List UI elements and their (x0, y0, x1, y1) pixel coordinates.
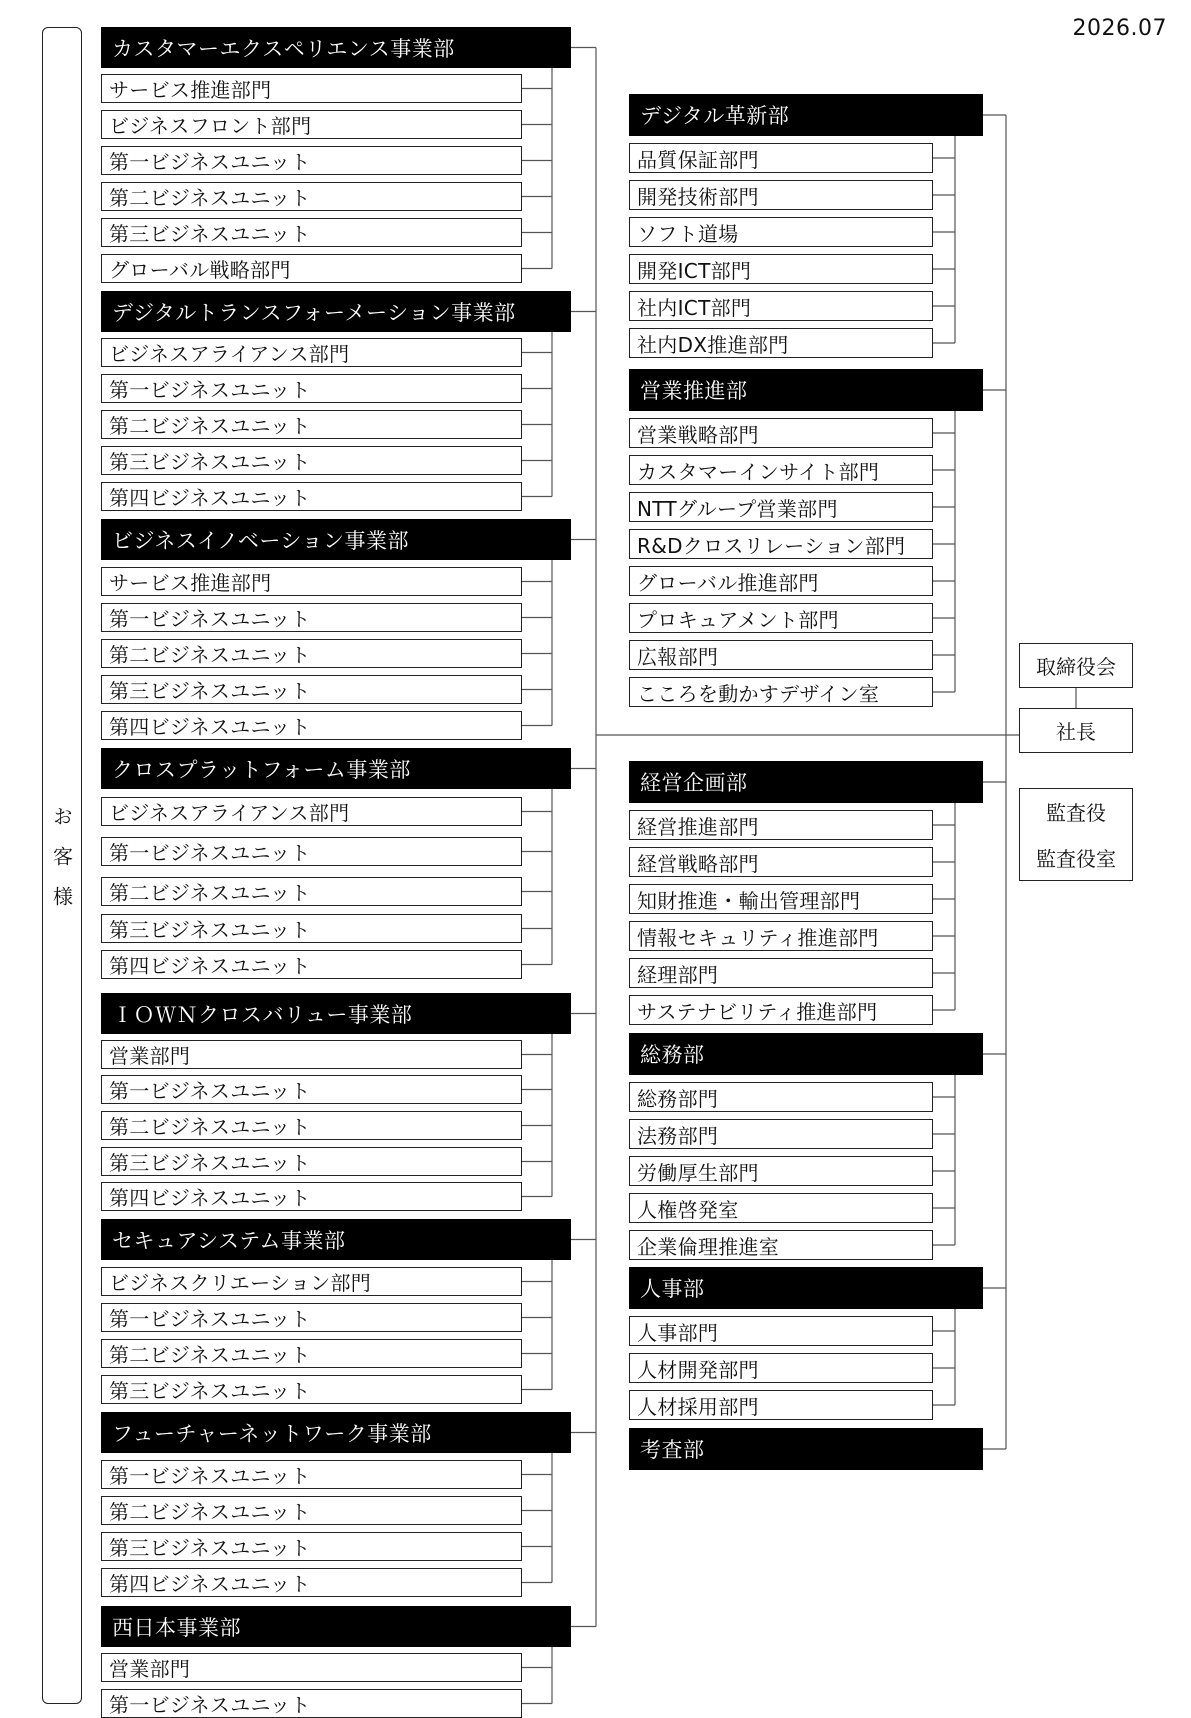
left-unit-1-2 (101, 410, 522, 439)
left-unit-6-0 (101, 1460, 522, 1489)
auditor-office-label: 監査役室 (1036, 846, 1116, 871)
right-unit-2-0 (629, 810, 933, 840)
auditor-label: 監査役 (1046, 801, 1106, 826)
left-unit-1-3-label: 第三ビジネスユニット (109, 450, 311, 474)
left-unit-4-0 (101, 1040, 522, 1069)
right-unit-1-2 (629, 492, 933, 522)
right-unit-2-2 (629, 884, 933, 914)
left-division-6 (101, 1412, 571, 1453)
left-division-6-label: フューチャーネットワーク事業部 (112, 1421, 432, 1446)
board-box (1019, 643, 1133, 688)
right-unit-1-4 (629, 566, 933, 596)
left-unit-1-4-label: 第四ビジネスユニット (109, 486, 311, 510)
right-unit-3-4-label: 企業倫理推進室 (637, 1234, 780, 1259)
left-division-3-label: クロスプラットフォーム事業部 (112, 757, 411, 782)
left-unit-0-1-label: ビジネスフロント部門 (109, 114, 312, 138)
right-unit-2-3 (629, 921, 933, 951)
left-unit-3-1-label: 第一ビジネスユニット (109, 841, 311, 865)
left-unit-6-3 (101, 1568, 522, 1597)
left-division-4 (101, 993, 571, 1034)
left-division-1-label: デジタルトランスフォーメーション事業部 (112, 300, 516, 325)
left-unit-1-1-label: 第一ビジネスユニット (109, 378, 311, 402)
right-unit-4-2-label: 人材採用部門 (637, 1394, 759, 1419)
customer-label: お客様 (49, 805, 74, 926)
right-unit-0-1 (629, 180, 933, 210)
left-unit-3-4-label: 第四ビジネスユニット (109, 954, 311, 978)
right-unit-0-4 (629, 291, 933, 321)
left-division-7 (101, 1606, 571, 1647)
left-unit-2-2 (101, 639, 522, 668)
right-unit-2-4-label: 経理部門 (637, 962, 719, 987)
right-division-1-label: 営業推進部 (640, 379, 748, 403)
right-unit-3-0 (629, 1082, 933, 1112)
left-unit-2-0-label: サービス推進部門 (109, 571, 272, 595)
left-unit-4-4-label: 第四ビジネスユニット (109, 1186, 311, 1210)
left-division-2 (101, 519, 571, 560)
right-unit-3-3-label: 人権啓発室 (637, 1197, 739, 1222)
left-unit-4-2 (101, 1111, 522, 1140)
right-unit-1-5-label: プロキュアメント部門 (637, 607, 839, 632)
president-label: 社長 (1056, 720, 1096, 744)
right-division-3 (629, 1033, 983, 1075)
right-unit-1-5 (629, 603, 933, 633)
left-division-3 (101, 748, 571, 789)
left-unit-6-2 (101, 1532, 522, 1561)
right-division-5 (629, 1428, 983, 1470)
left-unit-0-0 (101, 74, 522, 103)
left-unit-3-2-label: 第二ビジネスユニット (109, 881, 311, 905)
right-unit-1-6 (629, 640, 933, 670)
left-division-4-label: ＩＯＷＮクロスバリュー事業部 (112, 1002, 413, 1027)
left-division-0 (101, 27, 571, 68)
left-unit-4-3-label: 第三ビジネスユニット (109, 1151, 311, 1175)
left-division-1 (101, 291, 571, 332)
left-unit-0-5-label: グローバル戦略部門 (109, 258, 291, 282)
left-unit-6-1 (101, 1496, 522, 1525)
right-unit-1-1-label: カスタマーインサイト部門 (637, 459, 880, 484)
right-division-0-label: デジタル革新部 (640, 104, 790, 128)
left-unit-0-4 (101, 218, 522, 247)
left-unit-4-1 (101, 1075, 522, 1104)
right-division-0 (629, 94, 983, 136)
left-unit-3-1 (101, 837, 522, 866)
right-unit-1-4-label: グローバル推進部門 (637, 570, 819, 595)
right-unit-0-0-label: 品質保証部門 (637, 147, 759, 172)
left-unit-0-0-label: サービス推進部門 (109, 78, 272, 102)
revision-date: 2026.07 (1072, 16, 1167, 41)
left-unit-5-1 (101, 1303, 522, 1332)
left-unit-4-3 (101, 1147, 522, 1176)
right-unit-2-1-label: 経営戦略部門 (637, 851, 759, 876)
left-unit-6-3-label: 第四ビジネスユニット (109, 1572, 311, 1596)
left-unit-5-0 (101, 1267, 522, 1296)
right-unit-0-5 (629, 328, 933, 358)
right-unit-0-3-label: 開発ICT部門 (637, 258, 752, 283)
left-unit-3-4 (101, 950, 522, 979)
left-unit-2-1 (101, 603, 522, 632)
left-unit-6-0-label: 第一ビジネスユニット (109, 1464, 311, 1488)
right-unit-4-2 (629, 1390, 933, 1420)
right-unit-0-4-label: 社内ICT部門 (637, 295, 752, 320)
right-division-2 (629, 761, 983, 803)
left-division-5-label: セキュアシステム事業部 (112, 1228, 346, 1253)
customer-bar (42, 27, 82, 1704)
left-unit-1-3 (101, 446, 522, 475)
right-unit-2-3-label: 情報セキュリティ推進部門 (637, 925, 879, 950)
left-unit-5-2-label: 第二ビジネスユニット (109, 1343, 311, 1367)
right-division-2-label: 経営企画部 (640, 771, 748, 795)
left-unit-7-0-label: 営業部門 (109, 1657, 191, 1681)
left-unit-5-3 (101, 1375, 522, 1404)
left-unit-6-1-label: 第二ビジネスユニット (109, 1500, 311, 1524)
right-unit-1-1 (629, 455, 933, 485)
left-division-0-label: カスタマーエクスペリエンス事業部 (112, 36, 455, 61)
auditor-box (1019, 788, 1133, 881)
left-unit-0-1 (101, 110, 522, 139)
left-unit-5-3-label: 第三ビジネスユニット (109, 1379, 311, 1403)
left-unit-1-1 (101, 374, 522, 403)
left-unit-2-3 (101, 675, 522, 704)
right-unit-4-1-label: 人材開発部門 (637, 1357, 759, 1382)
right-unit-1-0 (629, 418, 933, 448)
left-unit-4-1-label: 第一ビジネスユニット (109, 1079, 311, 1103)
left-unit-0-2 (101, 146, 522, 175)
left-unit-0-3 (101, 182, 522, 211)
right-unit-1-2-label: NTTグループ営業部門 (637, 496, 838, 521)
right-division-4 (629, 1267, 983, 1309)
left-unit-3-0 (101, 797, 522, 826)
left-unit-3-3-label: 第三ビジネスユニット (109, 918, 311, 942)
right-unit-0-2-label: ソフト道場 (637, 221, 739, 246)
left-unit-7-0 (101, 1653, 522, 1682)
left-unit-4-4 (101, 1182, 522, 1211)
right-division-4-label: 人事部 (640, 1277, 705, 1301)
left-unit-0-3-label: 第二ビジネスユニット (109, 186, 311, 210)
left-unit-4-2-label: 第二ビジネスユニット (109, 1115, 311, 1139)
right-unit-1-3-label: R&Dクロスリレーション部門 (637, 533, 906, 558)
right-unit-2-5 (629, 995, 933, 1025)
left-unit-2-3-label: 第三ビジネスユニット (109, 679, 311, 703)
left-unit-5-2 (101, 1339, 522, 1368)
left-unit-2-4-label: 第四ビジネスユニット (109, 715, 311, 739)
right-unit-4-0-label: 人事部門 (637, 1320, 719, 1345)
left-unit-1-0-label: ビジネスアライアンス部門 (109, 342, 350, 366)
right-unit-1-7-label: こころを動かすデザイン室 (637, 681, 880, 706)
right-unit-2-4 (629, 958, 933, 988)
left-division-2-label: ビジネスイノベーション事業部 (112, 528, 410, 553)
right-unit-3-2-label: 労働厚生部門 (637, 1160, 759, 1185)
left-division-7-label: 西日本事業部 (112, 1615, 241, 1640)
left-unit-1-0 (101, 338, 522, 367)
right-unit-4-0 (629, 1316, 933, 1346)
left-division-5 (101, 1219, 571, 1260)
right-unit-0-5-label: 社内DX推進部門 (637, 332, 789, 357)
right-division-1 (629, 369, 983, 411)
president-box (1019, 708, 1133, 753)
left-unit-3-3 (101, 914, 522, 943)
right-unit-1-7 (629, 677, 933, 707)
right-unit-3-1-label: 法務部門 (637, 1123, 719, 1148)
right-unit-2-2-label: 知財推進・輸出管理部門 (637, 888, 861, 913)
left-unit-2-2-label: 第二ビジネスユニット (109, 643, 311, 667)
left-unit-2-4 (101, 711, 522, 740)
left-unit-5-1-label: 第一ビジネスユニット (109, 1307, 311, 1331)
left-unit-5-0-label: ビジネスクリエーション部門 (109, 1271, 372, 1295)
right-division-3-label: 総務部 (640, 1043, 705, 1067)
right-unit-0-2 (629, 217, 933, 247)
left-unit-0-2-label: 第一ビジネスユニット (109, 150, 311, 174)
right-unit-2-1 (629, 847, 933, 877)
left-unit-6-2-label: 第三ビジネスユニット (109, 1536, 311, 1560)
right-unit-0-0 (629, 143, 933, 173)
left-unit-0-4-label: 第三ビジネスユニット (109, 222, 311, 246)
right-unit-3-1 (629, 1119, 933, 1149)
left-unit-0-5 (101, 254, 522, 283)
left-unit-2-0 (101, 567, 522, 596)
right-unit-1-6-label: 広報部門 (637, 644, 719, 669)
right-division-5-label: 考査部 (640, 1438, 705, 1462)
left-unit-1-2-label: 第二ビジネスユニット (109, 414, 311, 438)
board-label: 取締役会 (1036, 655, 1116, 679)
right-unit-0-3 (629, 254, 933, 284)
right-unit-4-1 (629, 1353, 933, 1383)
left-unit-3-0-label: ビジネスアライアンス部門 (109, 801, 350, 825)
right-unit-3-4 (629, 1230, 933, 1260)
left-unit-4-0-label: 営業部門 (109, 1044, 191, 1068)
left-unit-1-4 (101, 482, 522, 511)
right-unit-1-0-label: 営業戦略部門 (637, 422, 759, 447)
right-unit-3-3 (629, 1193, 933, 1223)
right-unit-1-3 (629, 529, 933, 559)
right-unit-0-1-label: 開発技術部門 (637, 184, 759, 209)
left-unit-7-1-label: 第一ビジネスユニット (109, 1693, 311, 1717)
right-unit-2-5-label: サステナビリティ推進部門 (637, 999, 878, 1024)
right-unit-3-0-label: 総務部門 (637, 1086, 719, 1111)
right-unit-3-2 (629, 1156, 933, 1186)
left-unit-7-1 (101, 1689, 522, 1718)
right-unit-2-0-label: 経営推進部門 (637, 814, 759, 839)
left-unit-3-2 (101, 877, 522, 906)
left-unit-2-1-label: 第一ビジネスユニット (109, 607, 311, 631)
